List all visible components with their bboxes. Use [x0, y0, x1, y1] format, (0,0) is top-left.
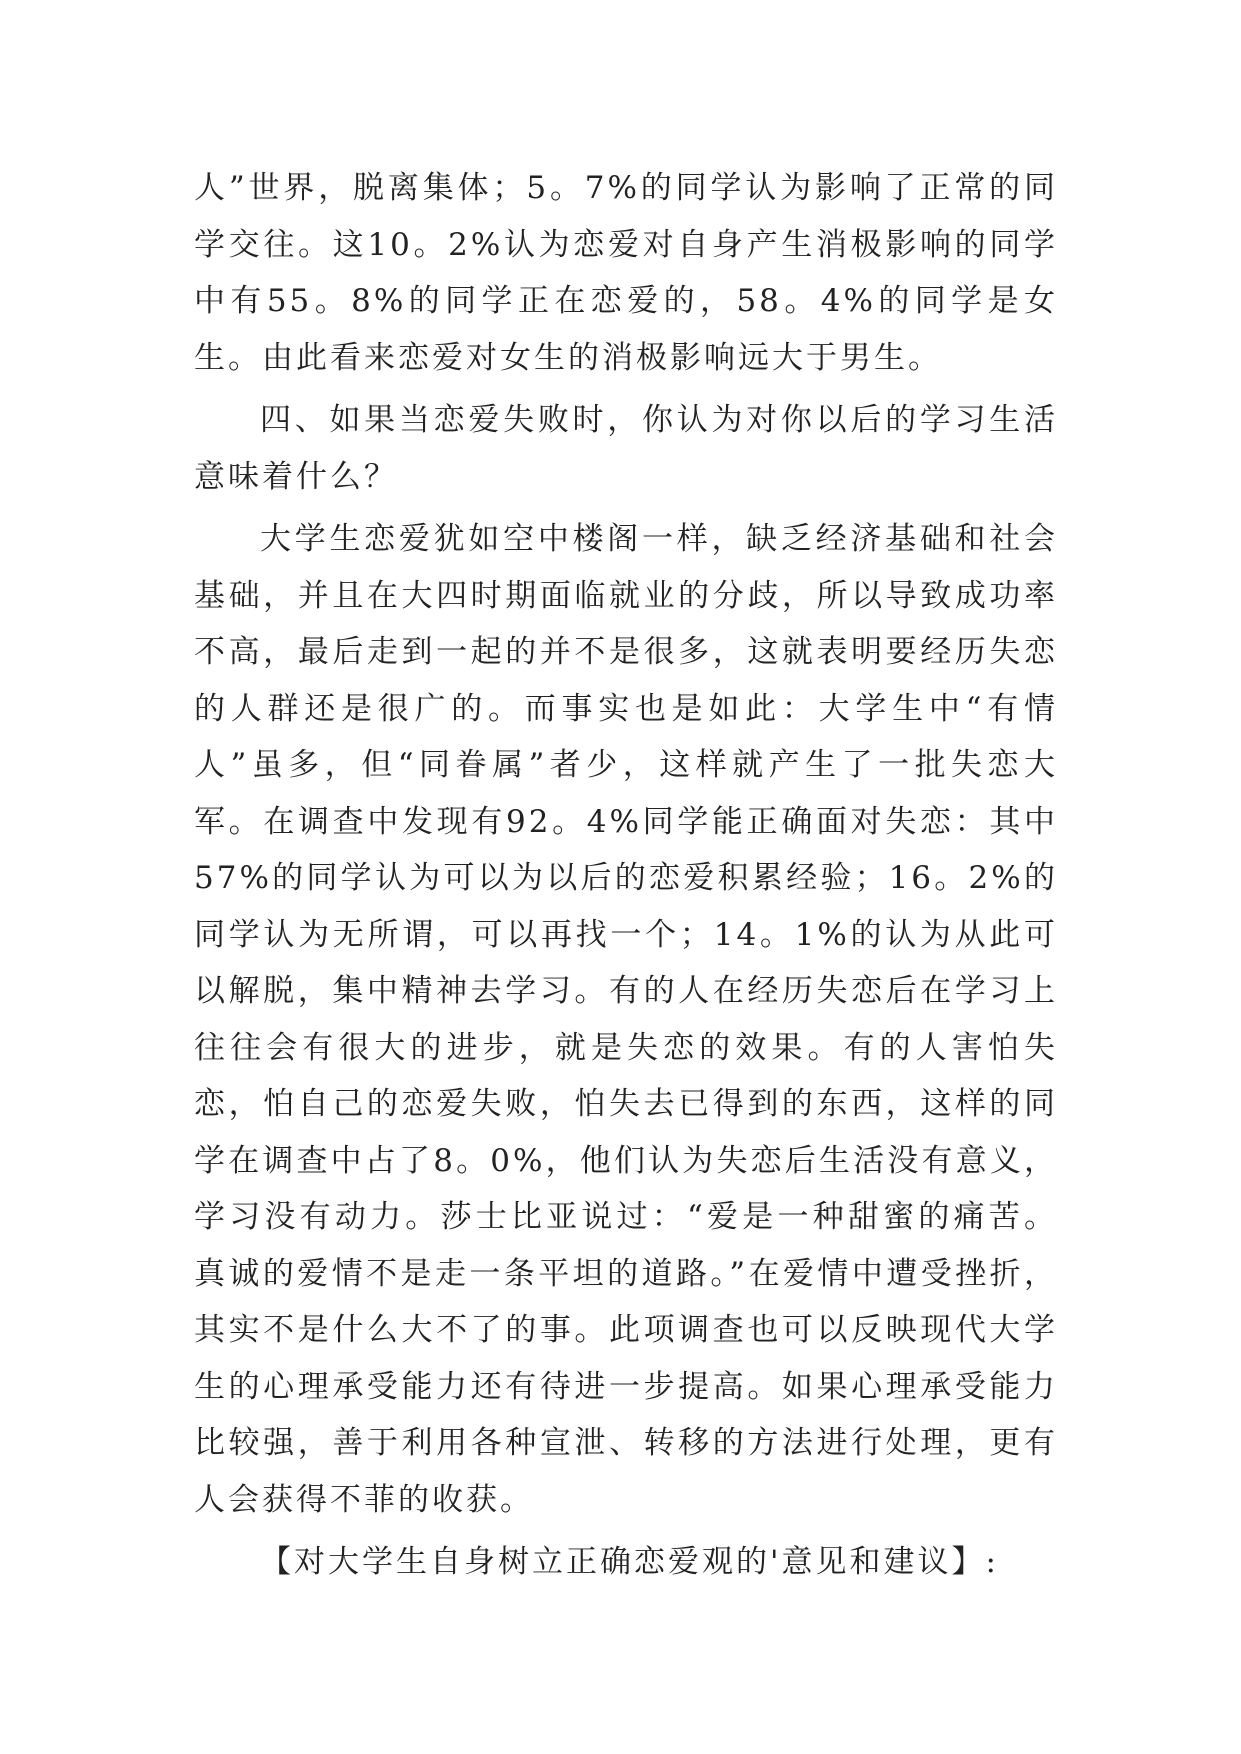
- suggestions-heading: 【对大学生自身树立正确恋爱观的'意见和建议】:: [260, 1544, 999, 1580]
- paragraph-continuation: 人”世界，脱离集体；5。7%的同学认为影响了正常的同学交往。这10。2%认为恋爱对自身产生消极影响的同学中有55。8%的同学正在恋爱的，58。4%的同学是女生。由此看来恋爱对女生的消极影响远大于男生。: [194, 170, 1058, 376]
- section-heading-four: 四、如果当恋爱失败时，你认为对你以后的学习生活意味着什么？: [194, 402, 1058, 495]
- document-page: [194, 160, 1058, 1591]
- paragraph-body: 大学生恋爱犹如空中楼阁一样，缺乏经济基础和社会基础，并且在大四时期面临就业的分歧，所以导致成功率不高，最后走到一起的并不是很多，这就表明要经历失恋的人群还是很广的。而事实也是如此：大学生中“有情人”虽多，但“同眷属”者少，这样就产生了一批失恋大军。在调查中发现有92。4%同学能正确面对失恋：其中57%的同学认为可以为以后的恋爱积累经验；16。2%的同学认为无所谓，可以再找一个；14。1%的认为从此可以解脱，集中精神去学习。有的人在经历失恋后在学习上往往会有很大的进步，就是失恋的效果。有的人害怕失恋，怕自己的恋爱失败，怕失去已得到的东西，这样的同学在调查中占了8。0%，他们认为失恋后生活没有意义，学习没有动力。莎士比亚说过：“爱是一种甜蜜的痛苦。真诚的爱情不是走一条平坦的道路。”在爱情中遭受挫折，其实不是什么大不了的事。此项调查也可以反映现代大学生的心理承受能力还有待进一步提高。如果心理承受能力比较强，善于利用各种宣泄、转移的方法进行处理，更有人会获得不菲的收获。: [194, 521, 1058, 1518]
